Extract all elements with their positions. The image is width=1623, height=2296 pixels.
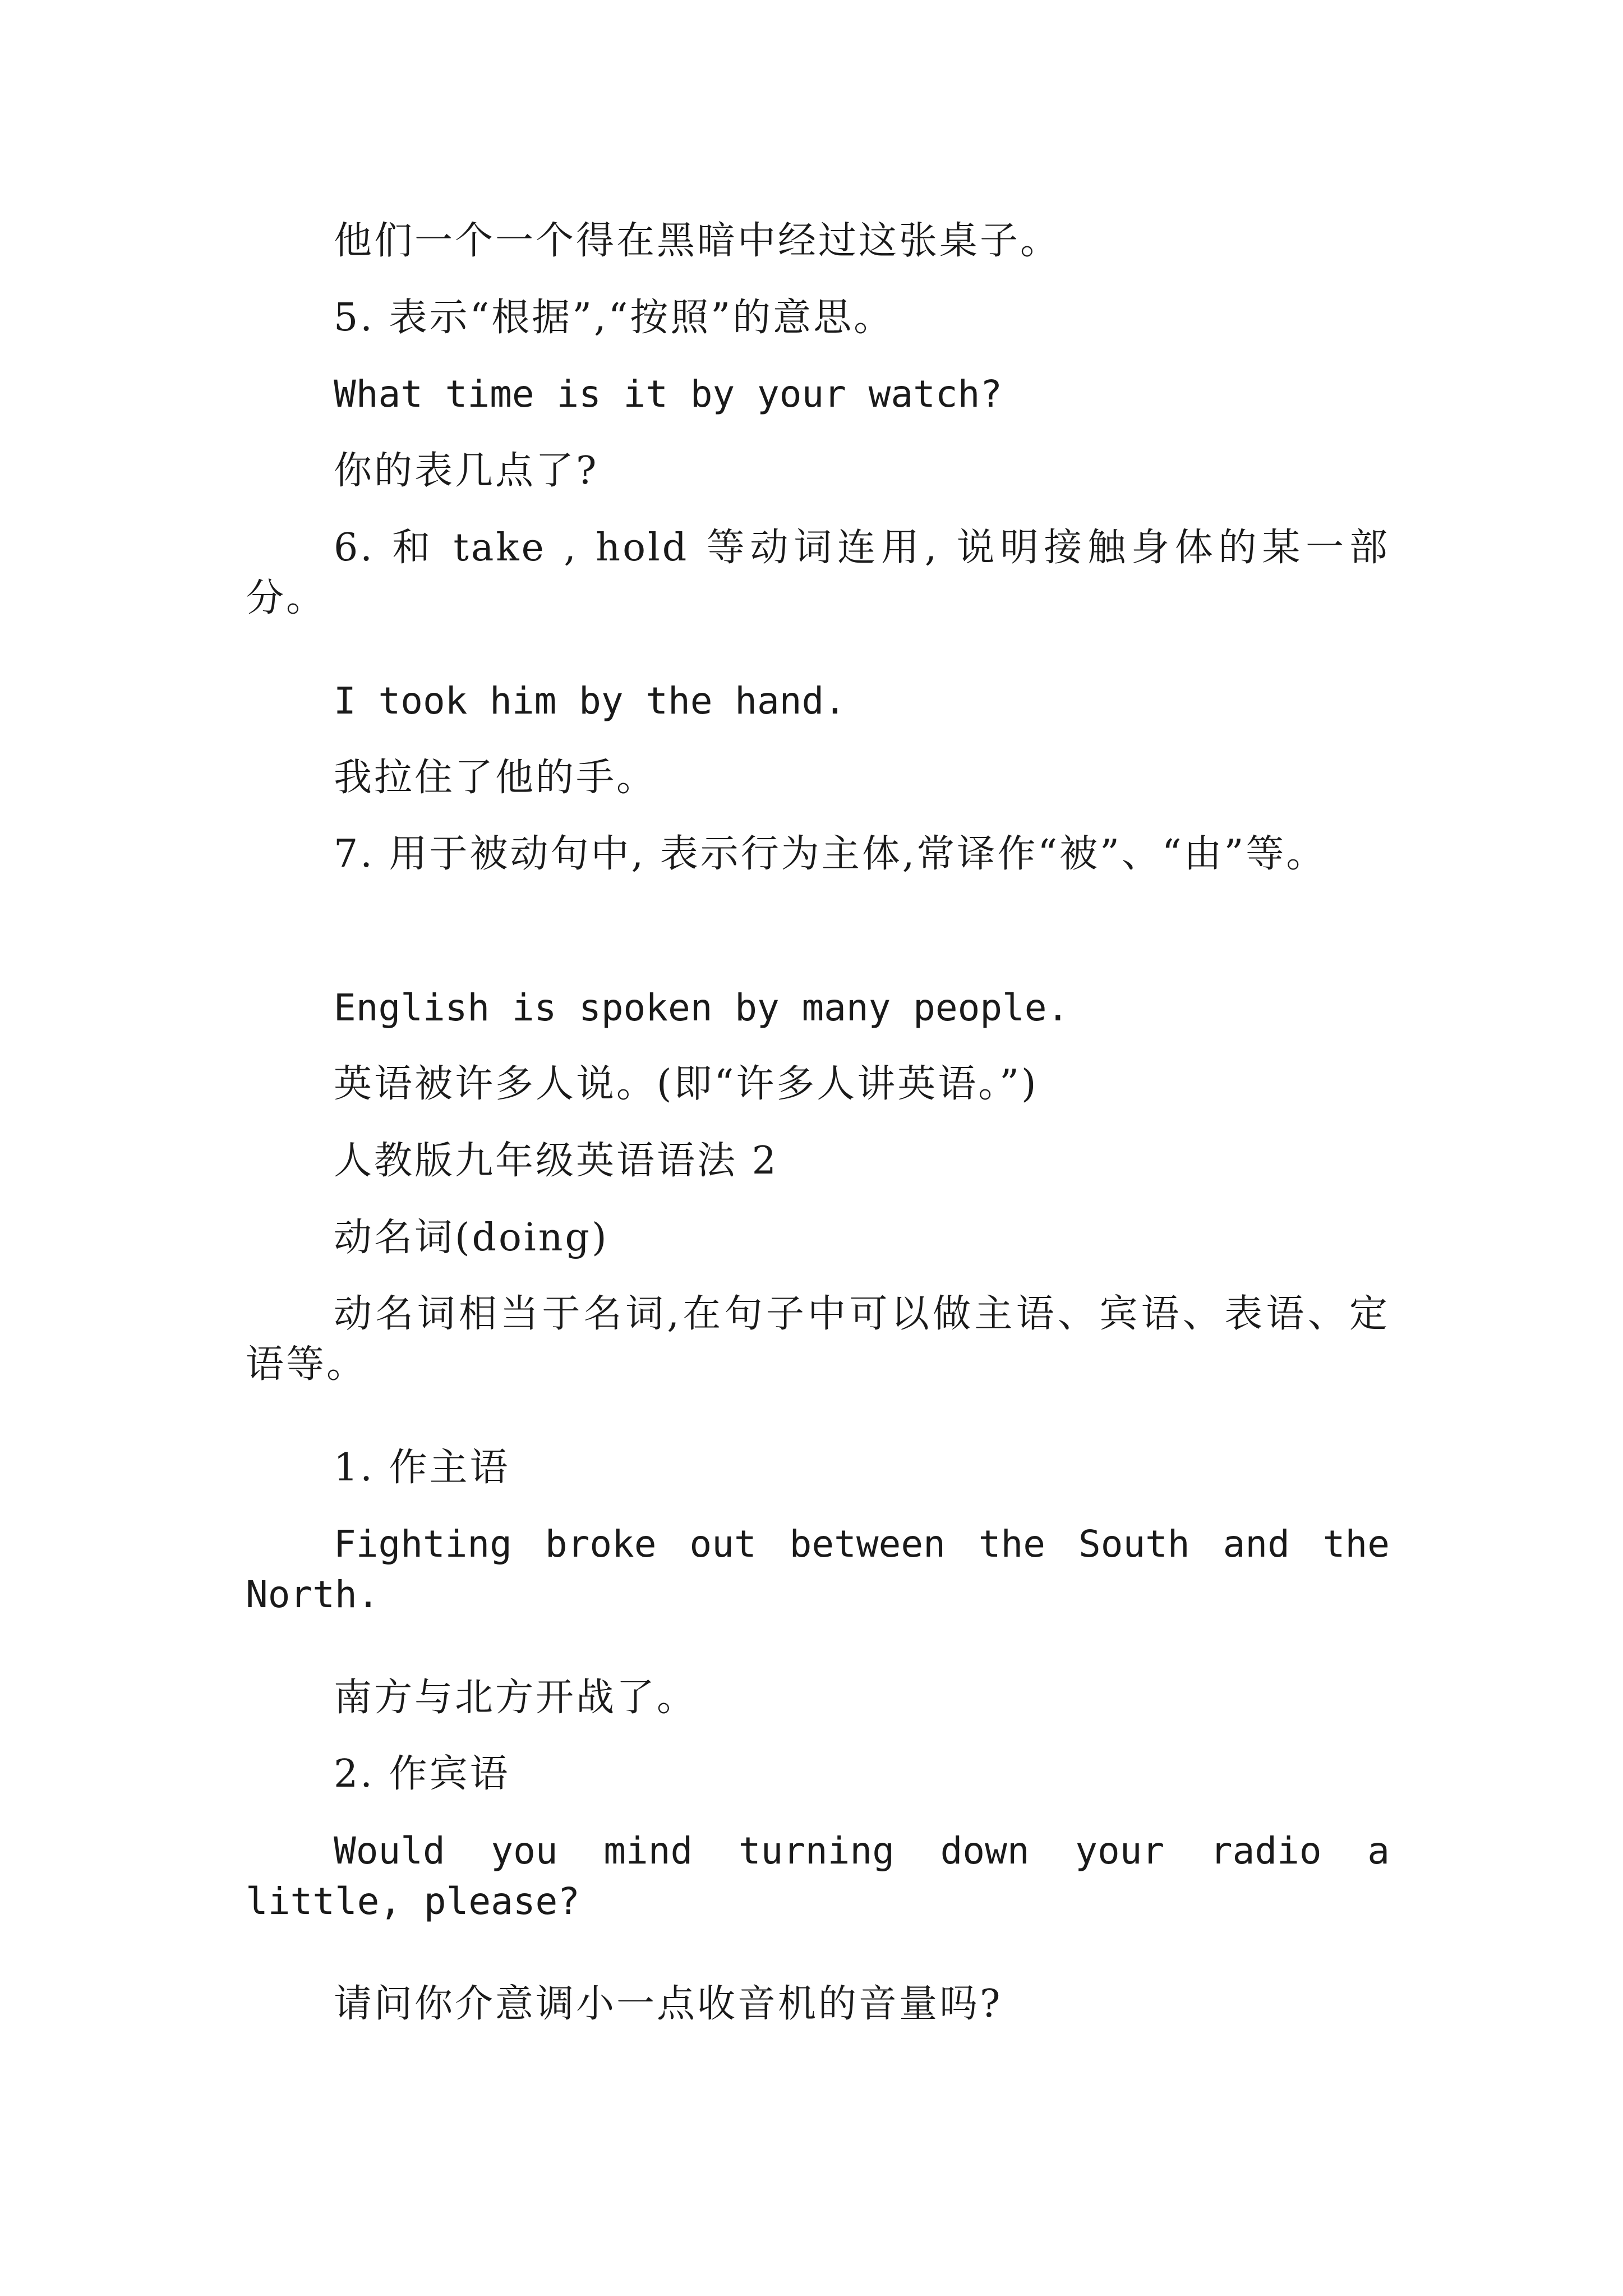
chinese-translation-5: 你的表几点了? — [334, 449, 599, 493]
english-example-7: English is spoken by many people. — [334, 986, 1069, 1029]
english-example-object: Would you mind turning down your radio a little, please? — [246, 1829, 1390, 1923]
english-example-subject: Fighting broke out between the South and the North. — [246, 1522, 1390, 1616]
chinese-translation-6: 我拉住了他的手。 — [334, 756, 657, 800]
usage-heading-6: 6. 和 take , hold 等动词连用, 说明接触身体的某一部分。 — [246, 526, 1390, 620]
chinese-translation-subject: 南方与北方开战了。 — [334, 1676, 698, 1720]
usage-heading-5: 5. 表示“根据”,“按照”的意思。 — [334, 296, 895, 340]
section-title: 人教版九年级英语语法 2 — [334, 1139, 778, 1183]
english-example-5: What time is it by your watch? — [334, 372, 1003, 416]
topic-heading-gerund: 动名词(doing) — [334, 1216, 609, 1260]
english-example-6: I took him by the hand. — [334, 679, 846, 723]
chinese-translation-7: 英语被许多人说。(即“许多人讲英语。”) — [334, 1062, 1039, 1106]
chinese-translation-object: 请问你介意调小一点收音机的音量吗? — [334, 1982, 1003, 2026]
chinese-example-translation: 他们一个一个得在黑暗中经过这张桌子。 — [334, 219, 1061, 263]
gerund-heading-object: 2. 作宾语 — [334, 1752, 510, 1796]
usage-heading-7: 7. 用于被动句中, 表示行为主体,常译作“被”、“由”等。 — [334, 832, 1327, 876]
gerund-description: 动名词相当于名词,在句子中可以做主语、宾语、表语、定语等。 — [246, 1292, 1390, 1387]
gerund-heading-subject: 1. 作主语 — [334, 1446, 510, 1490]
